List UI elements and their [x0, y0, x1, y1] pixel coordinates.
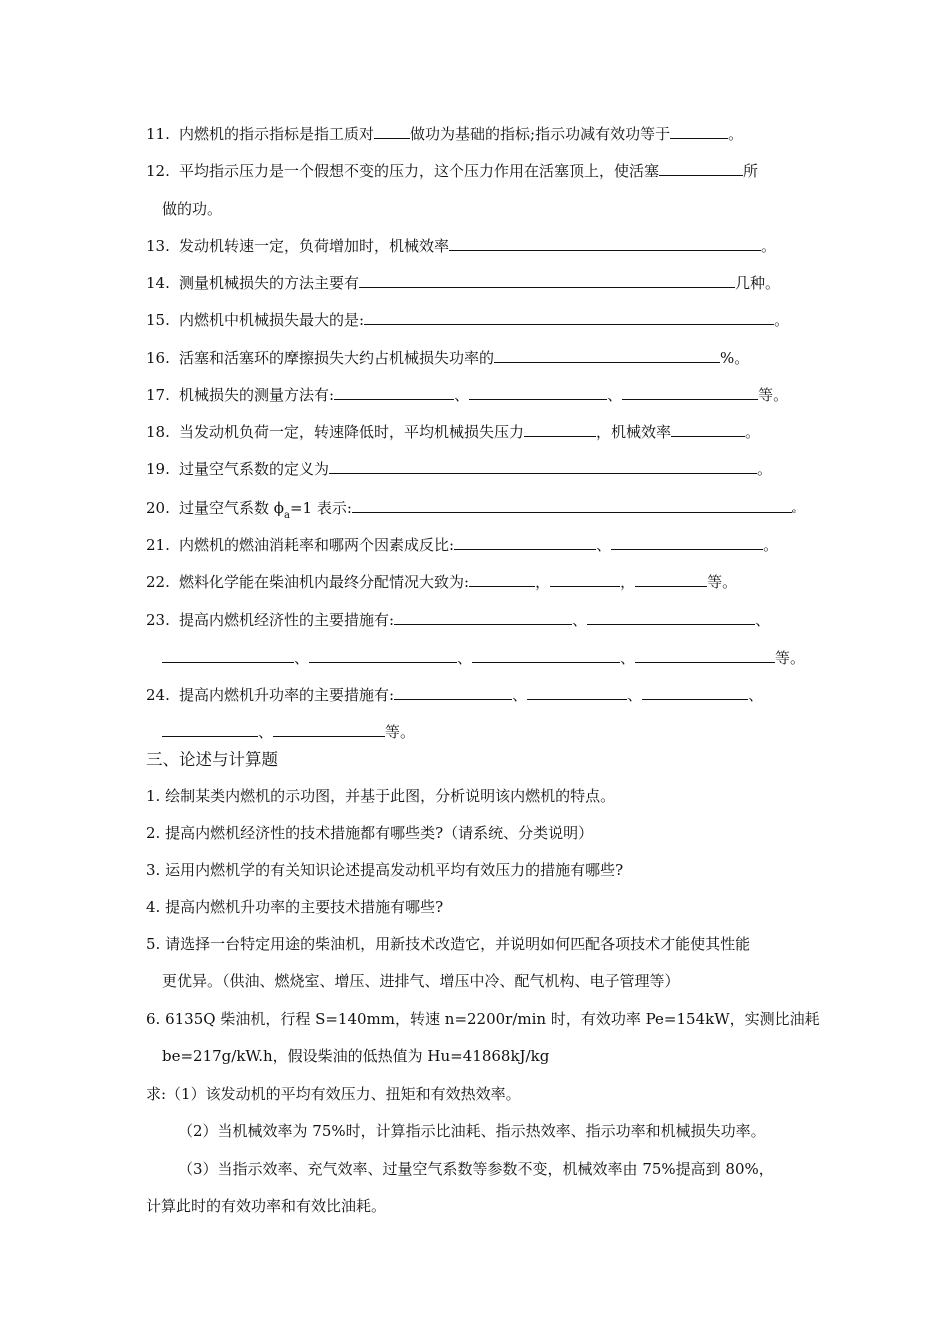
q-text: 提高内燃机升功率的主要措施有:	[179, 686, 395, 704]
q-sep: 、	[620, 649, 636, 667]
answer-blank[interactable]	[622, 385, 758, 400]
q-number: 12.	[146, 162, 170, 180]
q-end: 等。	[707, 573, 738, 591]
q-number: 20.	[146, 499, 170, 517]
q-end: 。	[728, 125, 744, 143]
q-end: 等。	[775, 649, 806, 667]
ask-part-3: （3）当指示效率、充气效率、过量空气系数等参数不变，机械效率由 75%提高到 80%，	[178, 1160, 774, 1178]
q-end: 。	[745, 423, 761, 441]
essay-question-2: 2. 提高内燃机经济性的技术措施都有哪些类?（请系统、分类说明）	[146, 824, 594, 842]
question-21	[146, 535, 778, 555]
question-11	[146, 124, 743, 144]
question-18	[146, 422, 760, 442]
question-20	[146, 498, 796, 526]
q-sep: ，	[535, 573, 551, 591]
question-23-cont	[162, 648, 805, 668]
q-text: 提高内燃机经济性的主要措施有:	[179, 611, 395, 629]
answer-blank[interactable]	[394, 685, 512, 700]
q-sep: 、	[755, 611, 771, 629]
question-16	[146, 348, 749, 368]
q-number: 11.	[146, 125, 170, 143]
q-text: ，机械效率	[596, 423, 672, 441]
answer-blank[interactable]	[494, 348, 720, 363]
q-sep: 、	[454, 386, 470, 404]
answer-blank[interactable]	[374, 124, 410, 139]
answer-blank[interactable]	[524, 422, 596, 437]
answer-blank[interactable]	[454, 535, 596, 550]
essay-question-4: 4. 提高内燃机升功率的主要技术措施有哪些?	[146, 898, 444, 916]
q-sep: 、	[627, 686, 643, 704]
answer-blank[interactable]	[309, 648, 457, 663]
question-22	[146, 572, 737, 592]
answer-blank[interactable]	[550, 572, 620, 587]
question-15	[146, 310, 789, 330]
q-text: 燃料化学能在柴油机内最终分配情况大致为:	[179, 573, 470, 591]
q-sep: 、	[258, 723, 274, 741]
answer-blank[interactable]	[670, 124, 728, 139]
question-24	[146, 685, 763, 705]
essay-question-3: 3. 运用内燃机学的有关知识论述提高发动机平均有效压力的措施有哪些?	[146, 861, 624, 879]
q-text: 平均指示压力是一个假想不变的压力，这个压力作用在活塞顶上，使活塞	[179, 162, 660, 180]
q-number: 21.	[146, 536, 170, 554]
answer-blank[interactable]	[587, 610, 755, 625]
answer-blank[interactable]	[352, 498, 792, 513]
q-text: =1 表示:	[289, 499, 352, 517]
essay-question-5-cont: 更优异。（供油、燃烧室、增压、进排气、增压中冷、配气机构、电子管理等）	[162, 972, 680, 990]
answer-blank[interactable]	[611, 535, 763, 550]
essay-question-1: 1. 绘制某类内燃机的示功图，并基于此图，分析说明该内燃机的特点。	[146, 787, 616, 805]
q-end: 等。	[385, 723, 416, 741]
q-end: 等。	[758, 386, 789, 404]
ask-part-1: 求:（1）该发动机的平均有效压力、扭矩和有效热效率。	[146, 1085, 521, 1103]
q-sep: 、	[748, 686, 764, 704]
question-12	[146, 161, 758, 181]
question-12-cont: 做的功。	[162, 200, 223, 218]
q-number: 19.	[146, 460, 170, 478]
answer-blank[interactable]	[273, 722, 385, 737]
q-text: 发动机转速一定，负荷增加时，机械效率	[179, 237, 450, 255]
q-text: 内燃机的指示指标是指工质对	[179, 125, 375, 143]
q-sep: 、	[572, 611, 588, 629]
q-text: 机械损失的测量方法有:	[179, 386, 335, 404]
answer-blank[interactable]	[635, 648, 775, 663]
q-text: 过量空气系数	[179, 499, 274, 517]
answer-blank[interactable]	[659, 161, 743, 176]
answer-blank[interactable]	[671, 422, 745, 437]
q-end: 。	[761, 237, 777, 255]
q-sep: 、	[596, 536, 612, 554]
question-23	[146, 610, 770, 630]
q-number: 18.	[146, 423, 170, 441]
q-text: 做功为基础的指标;指示功减有效功等于	[410, 125, 671, 143]
ask-part-2: （2）当机械效率为 75%时，计算指示比油耗、指示热效率、指示功率和机械损失功率。	[178, 1122, 766, 1140]
q-number: 24.	[146, 686, 170, 704]
q-end: 所	[743, 162, 759, 180]
q-number: 15.	[146, 311, 170, 329]
section-heading: 三、论述与计算题	[146, 750, 278, 769]
q-number: 14.	[146, 274, 170, 292]
answer-blank[interactable]	[162, 648, 294, 663]
answer-blank[interactable]	[449, 236, 761, 251]
answer-blank[interactable]	[469, 385, 607, 400]
q-end: 。	[774, 311, 790, 329]
answer-blank[interactable]	[469, 572, 535, 587]
answer-blank[interactable]	[359, 273, 735, 288]
question-13	[146, 236, 776, 256]
q-text: 活塞和活塞环的摩擦损失大约占机械损失功率的	[179, 349, 495, 367]
answer-blank[interactable]	[394, 610, 572, 625]
q-sep: 、	[607, 386, 623, 404]
q-number: 16.	[146, 349, 170, 367]
answer-blank[interactable]	[635, 572, 707, 587]
essay-question-5: 5. 请选择一台特定用途的柴油机，用新技术改造它，并说明如何匹配各项技术才能使其性能	[146, 935, 751, 953]
answer-blank[interactable]	[162, 722, 258, 737]
q-text: 内燃机的燃油消耗率和哪两个因素成反比:	[179, 536, 455, 554]
question-24-cont	[162, 722, 415, 742]
answer-blank[interactable]	[472, 648, 620, 663]
q-end: %。	[720, 349, 750, 367]
answer-blank[interactable]	[364, 310, 774, 325]
question-17	[146, 385, 788, 405]
q-end: 几种。	[735, 274, 781, 292]
answer-blank[interactable]	[329, 459, 757, 474]
q-number: 13.	[146, 237, 170, 255]
q-sep: 、	[512, 686, 528, 704]
answer-blank[interactable]	[527, 685, 627, 700]
q-number: 22.	[146, 573, 170, 591]
answer-blank[interactable]	[642, 685, 748, 700]
q-number: 17.	[146, 386, 170, 404]
calc-question-6: 6. 6135Q 柴油机，行程 S=140mm，转速 n=2200r/min 时，有效功率 Pe=154kW，实测比油耗	[146, 1010, 820, 1028]
phi-subscript: a	[284, 510, 290, 521]
q-sep: 、	[294, 649, 310, 667]
q-number: 23.	[146, 611, 170, 629]
phi-symbol: ϕ	[273, 499, 285, 517]
q-text: 测量机械损失的方法主要有	[179, 274, 360, 292]
answer-blank[interactable]	[334, 385, 454, 400]
q-text: 当发动机负荷一定，转速降低时，平均机械损失压力	[179, 423, 525, 441]
question-14	[146, 273, 780, 293]
q-end: 。	[757, 460, 773, 478]
q-text: 过量空气系数的定义为	[179, 460, 330, 478]
q-end: 。	[763, 536, 779, 554]
calc-question-6-cont: be=217g/kW.h，假设柴油的低热值为 Hu=41868kJ/kg	[162, 1047, 550, 1065]
question-19	[146, 459, 772, 479]
q-sep: ，	[620, 573, 636, 591]
q-text: 内燃机中机械损失最大的是:	[179, 311, 365, 329]
ask-part-3-cont: 计算此时的有效功率和有效比油耗。	[146, 1197, 387, 1215]
q-end: ₑ	[791, 503, 797, 516]
q-sep: 、	[457, 649, 473, 667]
